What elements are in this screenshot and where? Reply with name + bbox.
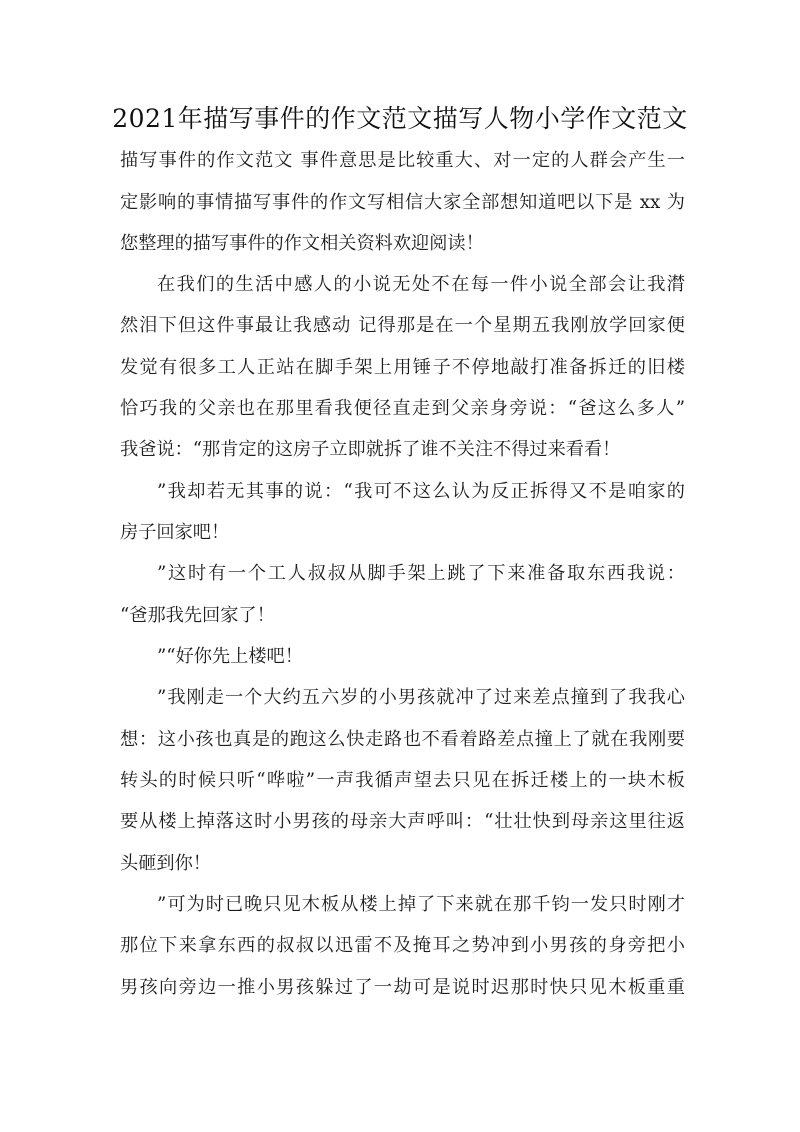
paragraph-4-line-2: “爸那我先回家了！	[120, 605, 275, 626]
paragraph-1-line-2: 定影响的事情描写事件的作文写相信大家全部想知道吧以下是 xx 为	[120, 192, 685, 213]
paragraph-2-line-1: 在我们的生活中感人的小说无处不在每一件小说全部会让我潸	[157, 274, 685, 295]
paragraph-6-line-5: 头砸到你！	[120, 853, 211, 874]
paragraph-2-line-4: 恰巧我的父亲也在那里看我便径直走到父亲身旁说：“爸这么多人”	[120, 398, 685, 419]
paragraph-4-line-1: ”这时有一个工人叔叔从脚手架上跳了下来准备取东西我说：	[157, 563, 685, 584]
paragraph-2-line-3: 发觉有很多工人正站在脚手架上用锤子不停地敲打准备拆迁的旧楼	[120, 357, 685, 378]
paragraph-6-line-4: 要从楼上掉落这时小男孩的母亲大声呼叫：“壮壮快到母亲这里往返	[120, 811, 685, 832]
paragraph-7-line-2: 那位下来拿东西的叔叔以迅雷不及掩耳之势冲到小男孩的身旁把小	[120, 935, 685, 956]
paragraph-2-line-2: 然泪下但这件事最让我感动 记得那是在一个星期五我刚放学回家便	[120, 315, 685, 336]
paragraph-3-line-1: ”我却若无其事的说：“我可不这么认为反正拆得又不是咱家的	[157, 481, 685, 502]
paragraph-6-line-2: 想：这小孩也真是的跑这么快走路也不看着路差点撞上了就在我刚要	[120, 729, 685, 750]
paragraph-7-line-1: ”可为时已晚只见木板从楼上掉了下来就在那千钧一发只时刚才	[157, 894, 685, 915]
document-title: 2021年描写事件的作文范文描写人物小学作文范文	[112, 104, 688, 133]
paragraph-1-line-1: 描写事件的作文范文 事件意思是比较重大、对一定的人群会产生一	[120, 150, 685, 171]
paragraph-1-line-3: 您整理的描写事件的作文相关资料欢迎阅读！	[120, 233, 484, 254]
paragraph-3-line-2: 房子回家吧！	[120, 522, 230, 543]
paragraph-7-line-3: 男孩向旁边一推小男孩躲过了一劫可是说时迟那时快只见木板重重	[120, 977, 685, 998]
paragraph-2-line-5: 我爸说：“那肯定的这房子立即就拆了谁不关注不得过来看看！	[120, 439, 621, 460]
paragraph-6-line-1: ”我刚走一个大约五六岁的小男孩就冲了过来差点撞到了我我心	[157, 687, 685, 708]
paragraph-6-line-3: 转头的时候只听“哗啦”一声我循声望去只见在拆迁楼上的一块木板	[120, 770, 685, 791]
paragraph-5-line-1: ”“好你先上楼吧！	[157, 646, 303, 667]
